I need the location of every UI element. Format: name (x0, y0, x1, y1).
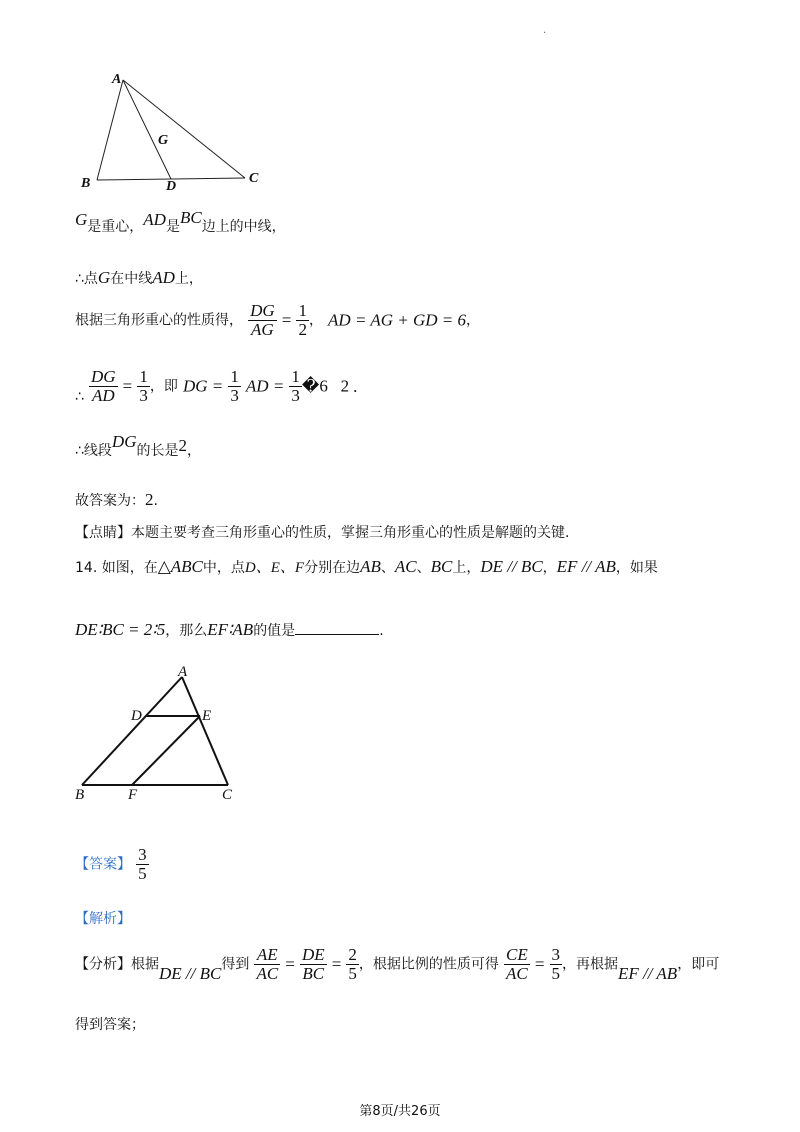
text: 上， (174, 271, 203, 287)
segment-ef (132, 716, 200, 785)
var-g: G (97, 268, 111, 287)
fig1-label-c: C (249, 171, 259, 186)
text: ， (308, 312, 323, 329)
text: 得到 (221, 956, 250, 973)
edge-ac (123, 80, 245, 178)
text: 的长是 (136, 443, 179, 459)
text: ，那么 (165, 623, 208, 639)
parallel-ef-ab: EF // AB (618, 964, 678, 983)
text: 故答案为： (75, 493, 145, 509)
text: 、 (380, 560, 395, 576)
parallel-de-bc: DE // BC (480, 557, 543, 576)
numerator: 1 (291, 367, 300, 386)
text: 点 (83, 271, 98, 287)
text: 根据三角形重心的性质得， (75, 312, 243, 329)
numerator: DG (91, 367, 116, 386)
denominator: AD (91, 386, 115, 405)
text: ，即 (149, 378, 178, 395)
denominator: AG (251, 320, 274, 339)
text: . (379, 623, 384, 639)
denominator: AC (506, 964, 528, 983)
page-number: 第8页/共26页 (359, 1104, 441, 1119)
fraction-one-third (228, 368, 241, 405)
fig1-label-d: D (166, 179, 177, 194)
text: ， (542, 560, 557, 576)
solution-line-5 (75, 432, 201, 460)
fraction-dg-ag (248, 302, 277, 339)
fig2-label-f: F (128, 787, 138, 803)
answer-fraction (136, 846, 149, 883)
text: 上， (452, 560, 481, 576)
answer-label: 【答案】 (75, 856, 131, 873)
solution-line-1 (75, 208, 286, 236)
text: ， (466, 312, 481, 329)
numerator: 3 (551, 945, 561, 964)
equation-ad: AD = AG + GD = 6 (328, 310, 467, 330)
var-bc: BC (430, 557, 453, 576)
edge-ab (97, 80, 123, 180)
therefore-symbol: ∴ (75, 443, 84, 459)
fraction-dg-ad (89, 368, 118, 405)
denominator: 5 (138, 864, 147, 883)
analysis-label: 【解析】 (75, 911, 131, 927)
numerator: 3 (138, 845, 147, 864)
parallel-de-bc: DE // BC (159, 964, 222, 983)
solution-line-6 (75, 490, 158, 510)
fig2-label-b: B (75, 787, 85, 803)
var-ad: AD (152, 268, 175, 287)
expr-tail: �6 2 (301, 376, 350, 396)
fenxi-label: 【分析】根据 (75, 956, 159, 973)
triangle-abc: △ABC (157, 557, 203, 576)
text: 、 (416, 560, 431, 576)
fraction-two-fifths (346, 946, 359, 983)
denominator: 3 (139, 386, 148, 405)
var-ab: AB (360, 557, 381, 576)
fraction-one-third (289, 368, 302, 405)
var-bc: BC (179, 208, 202, 227)
numerator: DG (250, 301, 275, 320)
fig1-label-a: A (112, 72, 122, 87)
numerator: 1 (298, 301, 307, 320)
question-14-line-2 (75, 620, 384, 640)
denominator: 5 (551, 964, 561, 983)
value: 2 (178, 436, 187, 455)
triangle-figure-2 (70, 660, 240, 810)
text: ，即可 (677, 956, 720, 973)
fenxi-line-1 (75, 946, 719, 984)
numerator: DE (301, 945, 325, 964)
fraction-one-half (296, 302, 309, 339)
fraction-one-third (137, 368, 150, 405)
equals: = (281, 310, 292, 330)
fraction-ae-ac (254, 946, 280, 983)
text: ，根据比例的性质可得 (358, 956, 499, 973)
numerator: 1 (230, 367, 239, 386)
denominator: AC (256, 964, 279, 983)
fig2-label-c: C (222, 787, 233, 803)
text: 线段 (83, 443, 112, 459)
denominator: 2 (298, 320, 307, 339)
equals: = (285, 954, 295, 974)
denominator: 3 (230, 386, 239, 405)
numerator: CE (506, 945, 528, 964)
text: 分别在边 (304, 560, 361, 576)
therefore-symbol: ∴ (75, 389, 84, 405)
fraction-de-bc (300, 946, 327, 983)
text: ，再根据 (562, 956, 619, 973)
denominator: 5 (348, 964, 357, 983)
fraction-three-fifths (550, 946, 563, 983)
expr-ad: AD = (245, 376, 285, 396)
text: 是 (165, 219, 180, 235)
text: 在中线 (110, 271, 153, 287)
expr-dg: DG = (182, 376, 224, 396)
text: 是重心， (87, 219, 144, 235)
question-number: 14. 如图，在 (75, 560, 158, 576)
edge-ab (82, 677, 182, 785)
numerator: 1 (139, 367, 148, 386)
text: ，如果 (615, 560, 658, 576)
text: . (353, 376, 358, 396)
text: 的值是 (253, 623, 296, 639)
solution-line-2 (75, 268, 203, 288)
therefore-symbol: ∴ (75, 271, 84, 287)
dianjing-note: 【点睛】本题主要考查三角形重心的性质，掌握三角形重心的性质是解题的关键. (75, 525, 570, 541)
denominator: 3 (291, 386, 300, 405)
solution-line-3 (75, 302, 480, 339)
triangle-figure-1 (70, 66, 270, 196)
var-dg: DG (111, 432, 137, 451)
question-14-line-1 (75, 556, 658, 577)
numerator: 2 (348, 945, 357, 964)
parallel-ef-ab: EF // AB (556, 557, 616, 576)
numerator: AE (254, 946, 280, 965)
text: ， (186, 443, 201, 459)
points-def: D、E、F (244, 560, 305, 576)
text: 边上的中线， (201, 219, 286, 235)
ratio-ef-ab: EF∶AB (207, 620, 254, 639)
fig2-label-e: E (202, 708, 212, 724)
fraction-ce-ac (504, 946, 530, 983)
var-ac: AC (394, 557, 417, 576)
fig1-label-g: G (158, 133, 169, 148)
fig2-label-a: A (178, 664, 188, 680)
var-g: G (75, 210, 88, 229)
text: 中，点 (202, 560, 245, 576)
equals: = (122, 376, 133, 396)
denominator: BC (302, 964, 325, 983)
value: 2 (145, 490, 154, 509)
answer-row (75, 846, 149, 883)
answer-blank (295, 620, 379, 635)
median-ad (123, 80, 171, 179)
fenxi-line-2: 得到答案； (75, 1017, 145, 1033)
fig1-label-b: B (81, 176, 91, 191)
equals: = (534, 954, 545, 974)
equals: = (331, 954, 342, 974)
edge-ac (182, 677, 228, 785)
ratio-de-bc: DE∶BC = 2∶5 (75, 620, 166, 639)
solution-line-4 (75, 368, 357, 407)
var-ad: AD (143, 210, 166, 229)
fig2-label-d: D (131, 708, 142, 724)
top-mark: · (543, 28, 547, 39)
text: . (153, 493, 158, 509)
